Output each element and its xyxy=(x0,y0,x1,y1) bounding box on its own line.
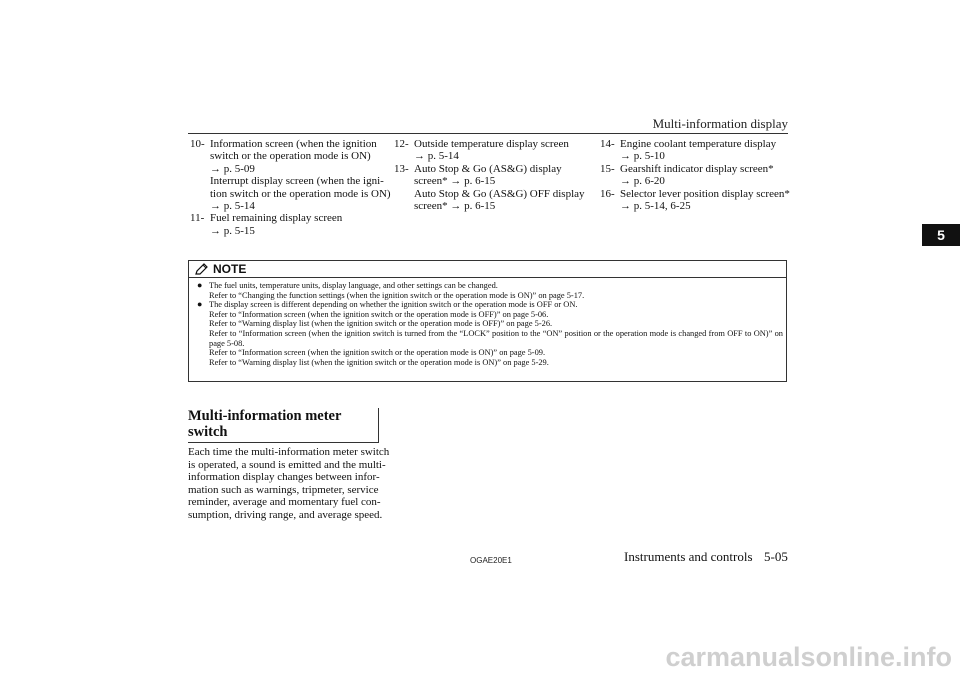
note-text: The fuel units, temperature units, display language, and other settings can be changed. xyxy=(209,281,498,290)
note-header xyxy=(189,261,786,278)
note-ref-link[interactable]: Refer to “Changing the function settings (when the ignition switch or the operation mode is ON)” on page 5-17. xyxy=(209,290,585,300)
item-line: Auto Stop & Go (AS&G) OFF display xyxy=(414,187,585,200)
page-ref-link[interactable]: → p. 6-20 xyxy=(620,175,665,188)
pencil-icon xyxy=(195,263,209,275)
page-header-title: Multi-information display xyxy=(652,116,788,131)
note-body xyxy=(197,281,783,367)
watermark: carmanualsonline.info xyxy=(665,642,952,672)
section-rule-vertical xyxy=(378,408,379,442)
section-title xyxy=(188,408,341,440)
bullet-icon: ● xyxy=(197,280,203,290)
note-box xyxy=(188,260,787,382)
list-item xyxy=(600,163,790,188)
item-number: 15- xyxy=(600,162,615,175)
page-ref-link[interactable]: screen* → p. 6-15 xyxy=(414,200,496,213)
paragraph-line: Each time the multi-information meter switch xyxy=(188,446,390,458)
chapter-tab: 5 xyxy=(922,224,960,246)
item-line: Auto Stop & Go (AS&G) display xyxy=(414,162,562,175)
note-ref-link[interactable]: Refer to “Warning display list (when the ignition switch or the operation mode is OFF)” on page 5-26. xyxy=(209,319,553,329)
footer-section-title: Instruments and controls xyxy=(624,549,753,564)
page-ref-link[interactable]: → p. 5-10 xyxy=(620,150,665,163)
item-line: Outside temperature display screen xyxy=(414,138,569,150)
item-line: switch or the operation mode is ON) xyxy=(210,150,371,163)
paragraph-line: is operated, a sound is emitted and the multi- xyxy=(188,458,386,471)
item-line: Interrupt display screen (when the igni- xyxy=(210,175,384,188)
bullet-icon: ● xyxy=(197,299,203,310)
document-code: OGAE20E1 xyxy=(470,556,512,565)
list-item xyxy=(394,138,584,163)
list-item xyxy=(600,138,790,163)
page-ref-link[interactable]: → p. 5-09 xyxy=(210,162,255,175)
note-ref-link[interactable]: Refer to “Warning display list (when the ignition switch or the operation mode is ON)” on page 5-29. xyxy=(209,357,549,367)
page-ref-link[interactable]: → p. 5-14 xyxy=(210,200,255,213)
section-title-line: Multi-information meter xyxy=(188,408,342,424)
item-line: Engine coolant temperature display xyxy=(620,138,777,150)
item-number: 12- xyxy=(394,138,409,150)
page-number: 5-05 xyxy=(764,549,788,564)
note-label: NOTE xyxy=(213,262,247,276)
list-item xyxy=(190,212,380,237)
item-line: tion switch or the operation mode is ON) xyxy=(210,187,391,200)
list-item xyxy=(600,188,790,213)
page-ref-link[interactable]: → p. 5-15 xyxy=(210,224,255,237)
item-number: 11- xyxy=(190,212,205,225)
item-number: 10- xyxy=(190,138,205,150)
page-ref-link[interactable]: → p. 5-14, 6-25 xyxy=(620,200,691,213)
note-ref-link[interactable]: Refer to “Information screen (when the ignition switch or the operation mode is ON)” on page 5-09. xyxy=(209,348,546,358)
page-ref-link[interactable]: → p. 5-14 xyxy=(414,150,459,163)
note-ref-link[interactable]: Refer to “Information screen (when the ignition switch is turned from the “LOCK” position to the “ON” position or the operation mode is changed from OFF to ON)” on page 5-08. xyxy=(209,328,783,348)
header-rule xyxy=(188,133,788,134)
paragraph-line: sumption, driving range, and average speed. xyxy=(188,508,383,521)
list-item xyxy=(190,138,391,213)
item-number: 13- xyxy=(394,162,409,175)
paragraph-line: mation such as warnings, tripmeter, service xyxy=(188,483,379,496)
item-number: 14- xyxy=(600,138,615,150)
list-column-3 xyxy=(600,138,790,212)
list-column-1 xyxy=(190,138,391,237)
section-rule-horizontal xyxy=(188,442,379,443)
item-line: Fuel remaining display screen xyxy=(210,212,343,225)
list-item xyxy=(394,163,584,213)
note-ref-link[interactable]: Refer to “Information screen (when the ignition switch or the operation mode is OFF)” on page 5-06. xyxy=(209,309,549,319)
item-number: 16- xyxy=(600,187,615,200)
paragraph-line: reminder, average and momentary fuel con- xyxy=(188,496,381,509)
note-bullet xyxy=(197,300,783,367)
item-line: Information screen (when the ignition xyxy=(210,138,377,150)
list-column-2 xyxy=(394,138,584,212)
note-text: The display screen is different depending on whether the ignition switch or the operation mode is OFF or ON. xyxy=(209,300,578,310)
paragraph-line: information display changes between infor- xyxy=(188,471,380,484)
page-ref-link[interactable]: screen* → p. 6-15 xyxy=(414,175,496,188)
section-title-line: switch xyxy=(188,424,228,440)
section-paragraph xyxy=(188,446,390,522)
item-line: Gearshift indicator display screen* xyxy=(620,162,774,175)
item-line: Selector lever position display screen* xyxy=(620,187,790,200)
note-bullet xyxy=(197,281,783,300)
